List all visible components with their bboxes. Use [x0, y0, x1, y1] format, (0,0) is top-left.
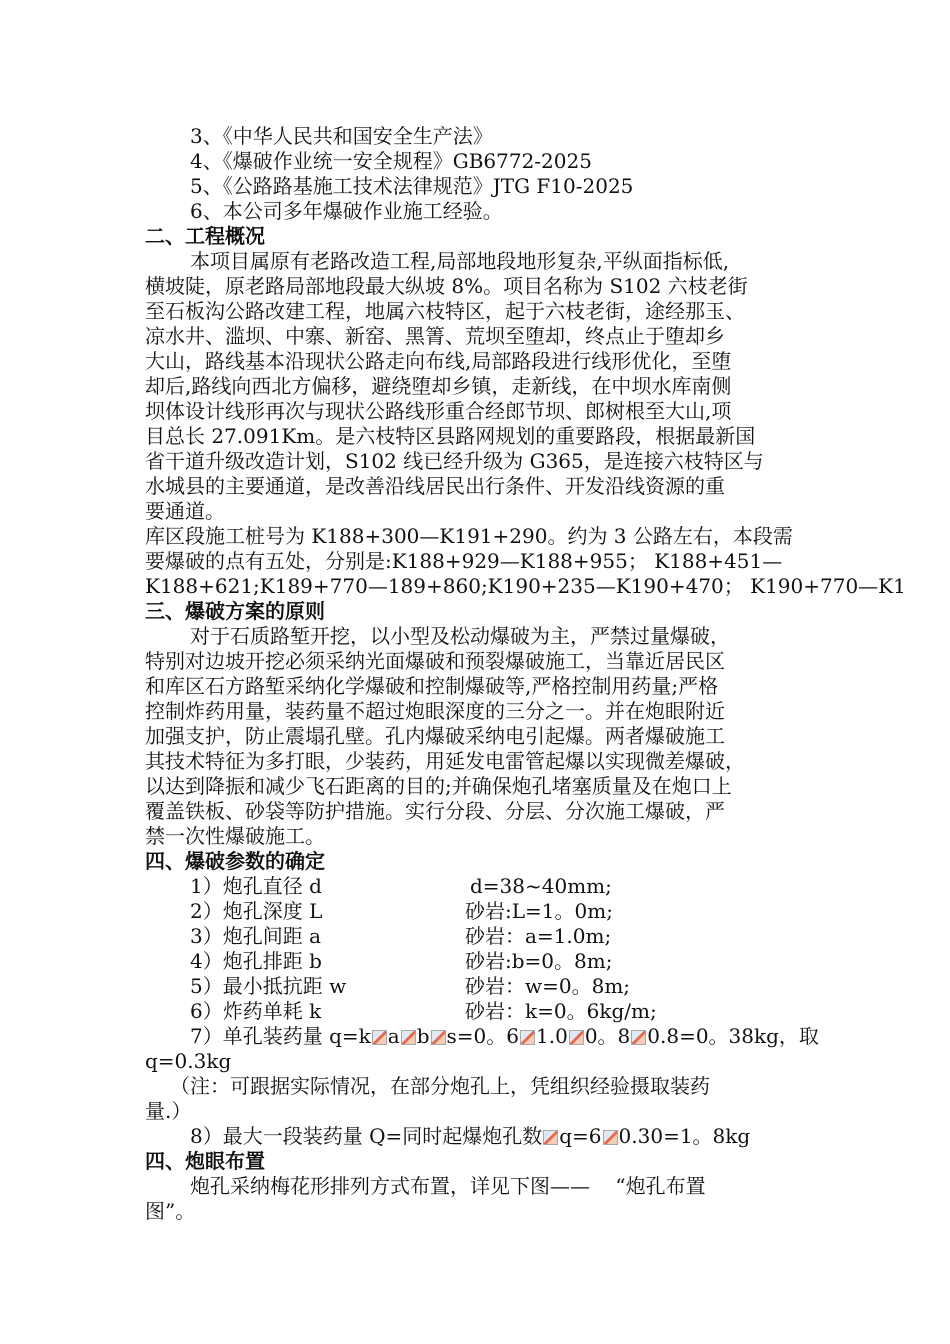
overview-line: 凉水井、滥坝、中寨、新窑、黑箐、荒坝至堕却，终点止于堕却乡: [145, 324, 725, 348]
section-heading-layout: 四、炮眼布置: [145, 1149, 265, 1173]
principles-line: 和库区石方路堑采纳化学爆破和控制爆破等,严格控制用药量;严格: [145, 674, 719, 698]
reservoir-line: K188+621;K189+770—189+860;K190+235—K190+470； K190+770—K1: [145, 574, 906, 598]
overview-line: 目总长 27.091Km。是六枝特区县路网规划的重要路段，根据最新国: [145, 424, 756, 448]
param-value: 砂岩：w=0。8m;: [465, 974, 631, 998]
param-value: d=38~40mm;: [470, 874, 612, 898]
overview-line: 却后,路线向西北方偏移，避绕堕却乡镇，走新线，在中坝水库南侧: [145, 374, 732, 398]
charge-formula-line: 7）单孔装药量 q=k a b s=0。6 1.0 0。8 0.8=0。38kg，取: [190, 1024, 819, 1048]
principles-line: 其技术特征为多打眼，少装药，用延发电雷管起爆以实现微差爆破，: [145, 749, 745, 773]
max-charge-line: 8）最大一段装药量 Q=同时起爆炮孔数 q=6 0.30=1。8kg: [190, 1124, 751, 1148]
overview-line: 水城县的主要通道，是改善沿线居民出行条件、开发沿线资源的重: [145, 474, 725, 498]
ref-5: 5、《公路路基施工技术法律规范》JTG F10-2025: [190, 174, 634, 198]
overview-line: 至石板沟公路改建工程，地属六枝特区，起于六枝老街，途经那玉、: [145, 299, 745, 323]
broken-image-icon: [569, 1030, 584, 1045]
param-label: 5）最小抵抗距 w: [190, 974, 347, 998]
layout-line: 炮孔采纳梅花形排列方式布置，详见下图—— “炮孔布置: [190, 1174, 706, 1198]
principles-line: 加强支护，防止震塌孔壁。孔内爆破采纳电引起爆。两者爆破施工: [145, 724, 725, 748]
param-value: 砂岩:L=1。0m;: [465, 899, 613, 923]
principles-line: 对于石质路堑开挖，以小型及松动爆破为主，严禁过量爆破，: [190, 624, 730, 648]
ref-3: 3、《中华人民共和国安全生产法》: [190, 124, 493, 148]
param-label: 3）炮孔间距 a: [190, 924, 322, 948]
principles-line: 特别对边坡开挖必须采纳光面爆破和预裂爆破施工，当靠近居民区: [145, 649, 725, 673]
broken-image-icon: [431, 1030, 446, 1045]
broken-image-icon: [372, 1030, 387, 1045]
section-heading-overview: 二、工程概况: [145, 224, 265, 248]
broken-image-icon: [401, 1030, 416, 1045]
param-label: 4）炮孔排距 b: [190, 949, 322, 973]
principles-line: 以达到降振和减少飞石距离的目的;并确保炮孔堵塞质量及在炮口上: [145, 774, 732, 798]
section-heading-parameters: 四、爆破参数的确定: [145, 849, 325, 873]
param-value: 砂岩:b=0。8m;: [465, 949, 613, 973]
charge-result-line: q=0.3kg: [145, 1049, 232, 1073]
overview-line: 要通道。: [145, 499, 225, 523]
ref-6: 6、本公司多年爆破作业施工经验。: [190, 199, 503, 223]
note-line: 量.）: [145, 1099, 192, 1123]
reservoir-line: 库区段施工桩号为 K188+300—K191+290。约为 3 公路左右，本段需: [145, 524, 793, 548]
overview-line: 本项目属原有老路改造工程,局部地段地形复杂,平纵面指标低,: [190, 249, 730, 273]
principles-line: 覆盖铁板、砂袋等防护措施。实行分段、分层、分次施工爆破，严: [145, 799, 725, 823]
overview-line: 坝体设计线形再次与现状公路线形重合经郎节坝、郎树根至大山,项: [145, 399, 732, 423]
reservoir-line: 要爆破的点有五处，分别是:K188+929—K188+955； K188+451—: [145, 549, 783, 573]
ref-4: 4、《爆破作业统一安全规程》GB6772-2025: [190, 149, 592, 173]
overview-line: 省干道升级改造计划，S102 线已经升级为 G365，是连接六枝特区与: [145, 449, 764, 473]
param-value: 砂岩：a=1.0m;: [465, 924, 612, 948]
param-label: 2）炮孔深度 L: [190, 899, 323, 923]
overview-line: 大山，路线基本沿现状公路走向布线,局部路段进行线形优化，至堕: [145, 349, 732, 373]
principles-line: 禁一次性爆破施工。: [145, 824, 325, 848]
section-heading-principles: 三、爆破方案的原则: [145, 599, 325, 623]
overview-line: 横坡陡，原老路局部地段最大纵坡 8%。项目名称为 S102 六枝老街: [145, 274, 748, 298]
note-line: （注：可跟据实际情况，在部分炮孔上，凭组织经验摄取装药: [170, 1074, 710, 1098]
layout-line: 图”。: [145, 1199, 196, 1223]
broken-image-icon: [520, 1030, 535, 1045]
broken-image-icon: [543, 1130, 558, 1145]
principles-line: 控制炸药用量，装药量不超过炮眼深度的三分之一。并在炮眼附近: [145, 699, 725, 723]
param-label: 6）炸药单耗 k: [190, 999, 322, 1023]
param-label: 1）炮孔直径 d: [190, 874, 322, 898]
broken-image-icon: [603, 1130, 618, 1145]
param-value: 砂岩：k=0。6kg/m;: [465, 999, 657, 1023]
broken-image-icon: [631, 1030, 646, 1045]
